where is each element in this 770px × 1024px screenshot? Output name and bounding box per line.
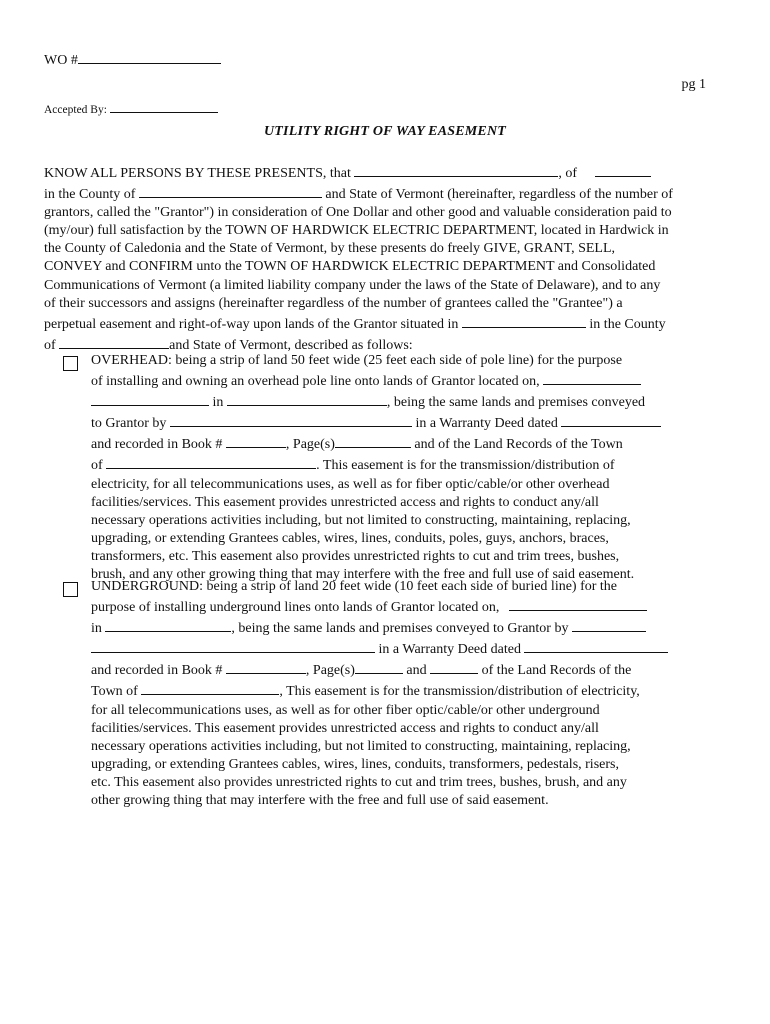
overhead-section [91,352,691,584]
intro-line: (my/our) full satisfaction by the TOWN OF HARDWICK ELECTRIC DEPARTMENT, located in Hardwick in [44,223,669,239]
intro-line: the County of Caledonia and the State of Vermont, by these presents do freely GIVE, GRANT, SELL, [44,241,616,257]
intro-text: KNOW ALL PERSONS BY THESE PRESENTS, that [44,166,355,181]
wo-label: WO # [44,53,78,68]
overhead-line: brush, and any other growing thing that may interfere with the free and full use of said easement. [91,567,635,583]
overhead-text: , being the same lands and premises conveyed [386,395,646,411]
underground-line: necessary operations activities including, but not limited to constructing, maintaining, replacing, [91,738,631,754]
underground-line: upgrading, or extending Grantees cables, wires, lines, conduits, transformers, pedestals, risers, [91,756,619,772]
grantor-county-field[interactable] [139,183,322,198]
intro-text: , of [558,166,581,181]
overhead-line: OVERHEAD: being a strip of land 50 feet wide (25 feet each side of pole line) for the purpose [91,353,623,368]
underground-conveyed-by-field[interactable] [572,617,646,632]
underground-deed-date-field[interactable] [524,638,668,653]
overhead-line: facilities/services. This easement provides unrestricted access and rights to conduct any/all [91,494,599,510]
intro-line: grantors, called the "Grantor") in consideration of One Dollar and other good and valuable consideration paid to [44,205,672,221]
overhead-text: of [91,458,107,474]
intro-text: in the County of [44,187,139,203]
wo-number-field[interactable] [78,49,221,64]
overhead-town-field[interactable] [106,454,316,469]
underground-line: for all telecommunications uses, as well as for other fiber optic/cable/or other underground [91,702,600,718]
overhead-text: and of the Land Records of the Town [410,437,623,453]
overhead-checkbox[interactable] [63,356,78,371]
grantor-town-field[interactable] [595,162,651,177]
underground-located-on-field[interactable] [509,596,647,611]
intro-text: perpetual easement and right-of-way upon lands of the Grantor situated in [44,316,462,332]
overhead-location-field[interactable] [91,391,209,406]
underground-text: of the Land Records of the [478,663,632,679]
intro-text: in the County [585,316,666,332]
wo-number-row [44,49,221,69]
underground-line: other growing thing that may interfere with the free and full use of said easement. [91,793,549,809]
underground-line: etc. This easement also provides unrestricted rights to cut and trim trees, bushes, brush, and any [91,774,627,790]
overhead-text: , Page(s) [285,437,335,453]
intro-text: and State of Vermont, described as follows: [169,337,413,353]
underground-text: in a Warranty Deed dated [375,642,525,658]
situated-in-field[interactable] [462,313,586,328]
county-of-field[interactable] [59,334,169,349]
overhead-line: upgrading, or extending Grantees cables, wires, lines, conduits, poles, guys, anchors, braces, [91,530,609,546]
underground-text: , This easement is for the transmission/distribution of electricity, [279,684,640,700]
underground-book-field[interactable] [226,659,306,674]
document-title: UTILITY RIGHT OF WAY EASEMENT [263,124,507,139]
underground-text: in [91,621,106,637]
intro-paragraph [44,162,726,355]
underground-text: purpose of installing underground lines onto lands of Grantor located on, [91,600,503,616]
underground-checkbox[interactable] [63,582,78,597]
underground-line: facilities/services. This easement provides unrestricted access and rights to conduct any/all [91,720,599,736]
overhead-in-field[interactable] [227,391,387,406]
overhead-text: of installing and owning an overhead pole line onto lands of Grantor located on, [91,374,544,390]
overhead-located-on-field[interactable] [543,370,641,385]
underground-text: and [402,663,431,679]
underground-text: and recorded in Book # [91,663,226,679]
underground-pages-field[interactable] [355,659,403,674]
underground-grantor-field[interactable] [91,638,375,653]
intro-text: of [44,337,60,353]
intro-line: of their successors and assigns (hereinafter regardless of the number of grantees called the "Grantee") a [44,295,623,311]
accepted-by-field[interactable] [110,101,218,113]
overhead-line: necessary operations activities including, but not limited to constructing, maintaining, replacing, [91,512,631,528]
underground-in-field[interactable] [105,617,231,632]
overhead-line: electricity, for all telecommunications uses, as well as for fiber optic/cable/or other overhead [91,476,610,492]
underground-text: , Page(s) [305,663,355,679]
overhead-conveyed-by-field[interactable] [170,412,412,427]
underground-town-field[interactable] [141,680,279,695]
intro-text: and State of Vermont (hereinafter, regardless of the number of [321,187,673,203]
overhead-text: in a Warranty Deed dated [411,416,562,432]
accepted-by-row [44,101,218,116]
intro-line: CONVEY and CONFIRM unto the TOWN OF HARDWICK ELECTRIC DEPARTMENT and Consolidated [44,259,656,275]
overhead-pages-field[interactable] [335,433,411,448]
grantor-name-field[interactable] [354,162,558,177]
overhead-book-field[interactable] [226,433,286,448]
underground-text: Town of [91,684,142,700]
underground-pages-2-field[interactable] [430,659,478,674]
accepted-by-label: Accepted By: [44,104,107,116]
overhead-text: . This easement is for the transmission/distribution of [316,458,615,474]
underground-section [91,578,691,810]
underground-line: UNDERGROUND: being a strip of land 20 feet wide (10 feet each side of buried line) for the [91,579,618,594]
overhead-line: transformers, etc. This easement also provides unrestricted rights to cut and trim trees, bushes, [91,548,620,564]
overhead-deed-date-field[interactable] [561,412,661,427]
page-number: pg 1 [681,77,706,92]
overhead-text: in [209,395,227,411]
underground-text: , being the same lands and premises conveyed to Grantor by [231,621,572,637]
intro-line: Communications of Vermont (a limited liability company under the laws of the State of Delaware), and to any [44,277,661,293]
overhead-text: and recorded in Book # [91,437,226,453]
overhead-text: to Grantor by [91,416,170,432]
